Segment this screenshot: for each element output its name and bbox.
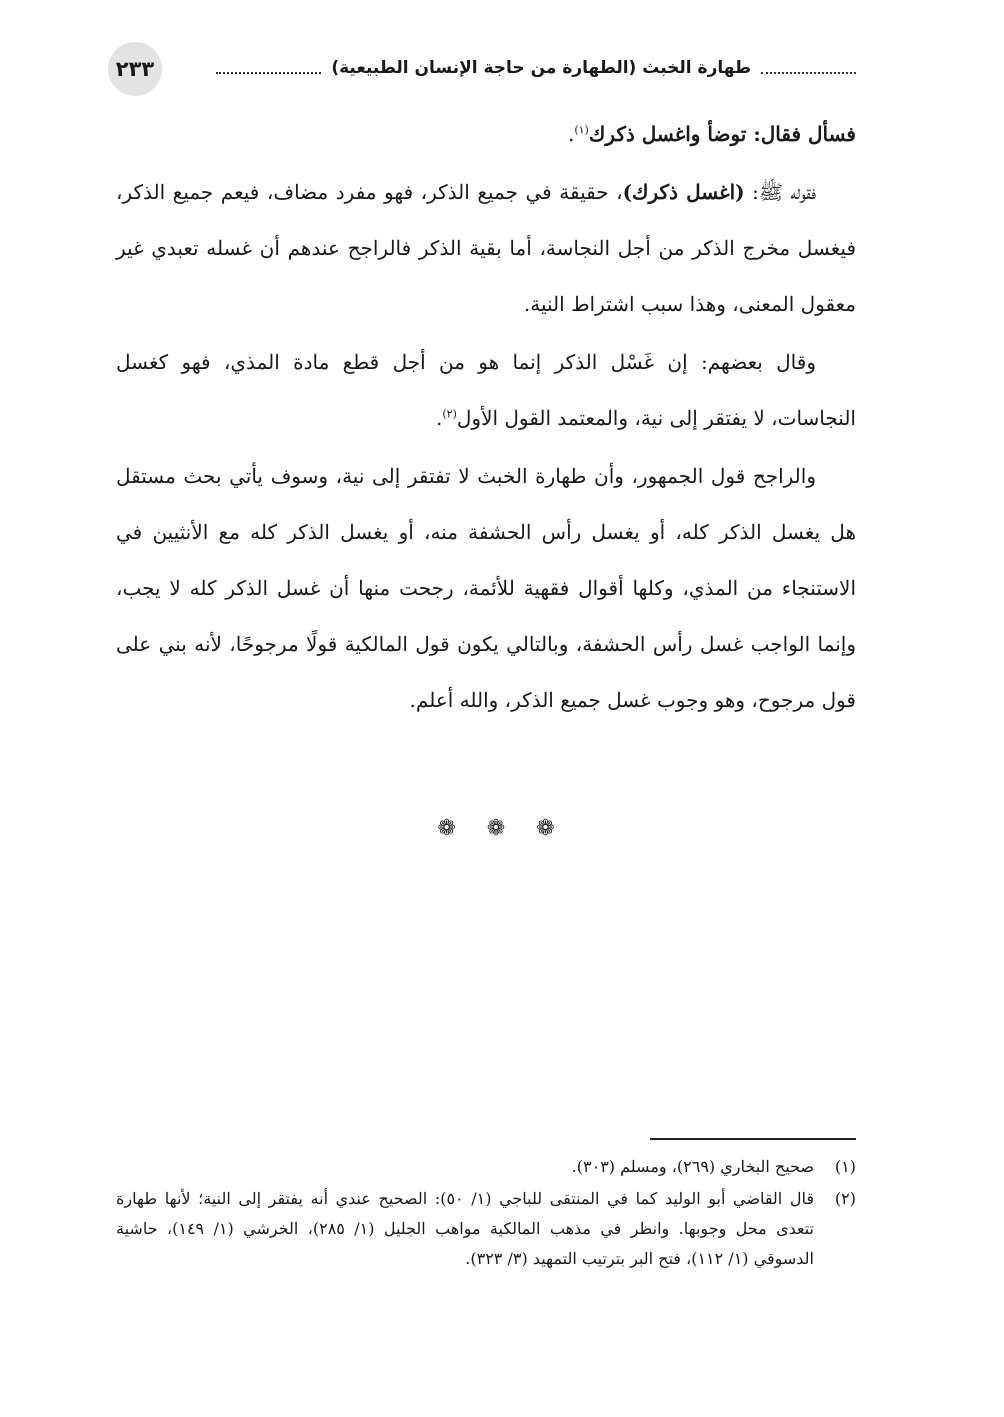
header-dots-right (761, 72, 856, 74)
footnote-ref-2[interactable]: (٢) (442, 407, 457, 421)
footnotes (116, 1152, 856, 1274)
page-number: ٢٣٣ (108, 42, 162, 96)
paragraph-3 (116, 334, 856, 446)
footnote-2-text: قال القاضي أبو الوليد كما في المنتقى للباجي (١/ ٥٠): الصحيح عندي أنه يفتقر إلى النية؛ لأنها طهارة تتعدى محل وجوبها. وانظر في مذهب المالكية مواهب الجليل (١/ ٢٨٥)، الخرشي (١/ ١٤٩)، حاشية الدسوقي (١/ ١١٢)، فتح البر بترتيب التمهيد (٣/ ٣٢٣). (116, 1189, 814, 1268)
footnote-1-number: (١) (834, 1157, 856, 1176)
hadith-quote: (اغسل ذكرك) (622, 180, 745, 204)
footnote-divider (650, 1138, 856, 1140)
paragraph-2-rest: ، حقيقة في جميع الذكر، فهو مفرد مضاف، فيعم جميع الذكر، فيغسل مخرج الذكر من أجل النجاسة، أما بقية الذكر فالراجح عندهم أن غسله تعبدي غير معقول المعنى، وهذا سبب اشتراط النية. (116, 180, 856, 316)
footnote-ref-1[interactable]: (١) (574, 123, 589, 137)
paragraph-2 (116, 164, 856, 332)
paragraph-1-text: فسأل فقال: توضأ واغسل ذكرك (588, 122, 856, 146)
paragraph-3-end: . (436, 406, 443, 430)
paragraph-2-intro: فقوله ﷺ: (744, 180, 817, 204)
header-dots-left (216, 72, 321, 74)
footnote-2 (116, 1184, 856, 1274)
paragraph-3-text: وقال بعضهم: إن غَسْل الذكر إنما هو من أجل قطع مادة المذي، فهو كغسل النجاسات، لا يفتقر إلى نية، والمعتمد القول الأول (116, 350, 856, 430)
main-text (116, 106, 856, 728)
section-ornament-icon: ❁ ❁ ❁ (437, 816, 567, 841)
header-title: طهارة الخبث (الطهارة من حاجة الإنسان الطبيعية) (331, 58, 751, 78)
paragraph-1 (116, 106, 856, 162)
footnote-1 (116, 1152, 856, 1182)
paragraph-1-end: . (567, 122, 575, 146)
footnote-1-text: صحيح البخاري (٢٦٩)، ومسلم (٣٠٣). (571, 1157, 814, 1176)
paragraph-4 (116, 448, 856, 728)
footnote-2-number: (٢) (834, 1189, 856, 1208)
running-header (108, 42, 856, 94)
paragraph-4-text: والراجح قول الجمهور، وأن طهارة الخبث لا تفتقر إلى نية، وسوف يأتي بحث مستقل هل يغسل الذكر كله، أو يغسل رأس الحشفة منه، أو يغسل الذكر كله مع الأنثيين في الاستنجاء من المذي، وكلها أقوال فقهية للأئمة، رجحت منها أن غسل الذكر كله لا يجب، وإنما الواجب غسل رأس الحشفة، وبالتالي يكون قول المالكية قولًا مرجوحًا، لأنه بني على قول مرجوح، وهو وجوب غسل جميع الذكر، والله أعلم. (116, 464, 856, 712)
